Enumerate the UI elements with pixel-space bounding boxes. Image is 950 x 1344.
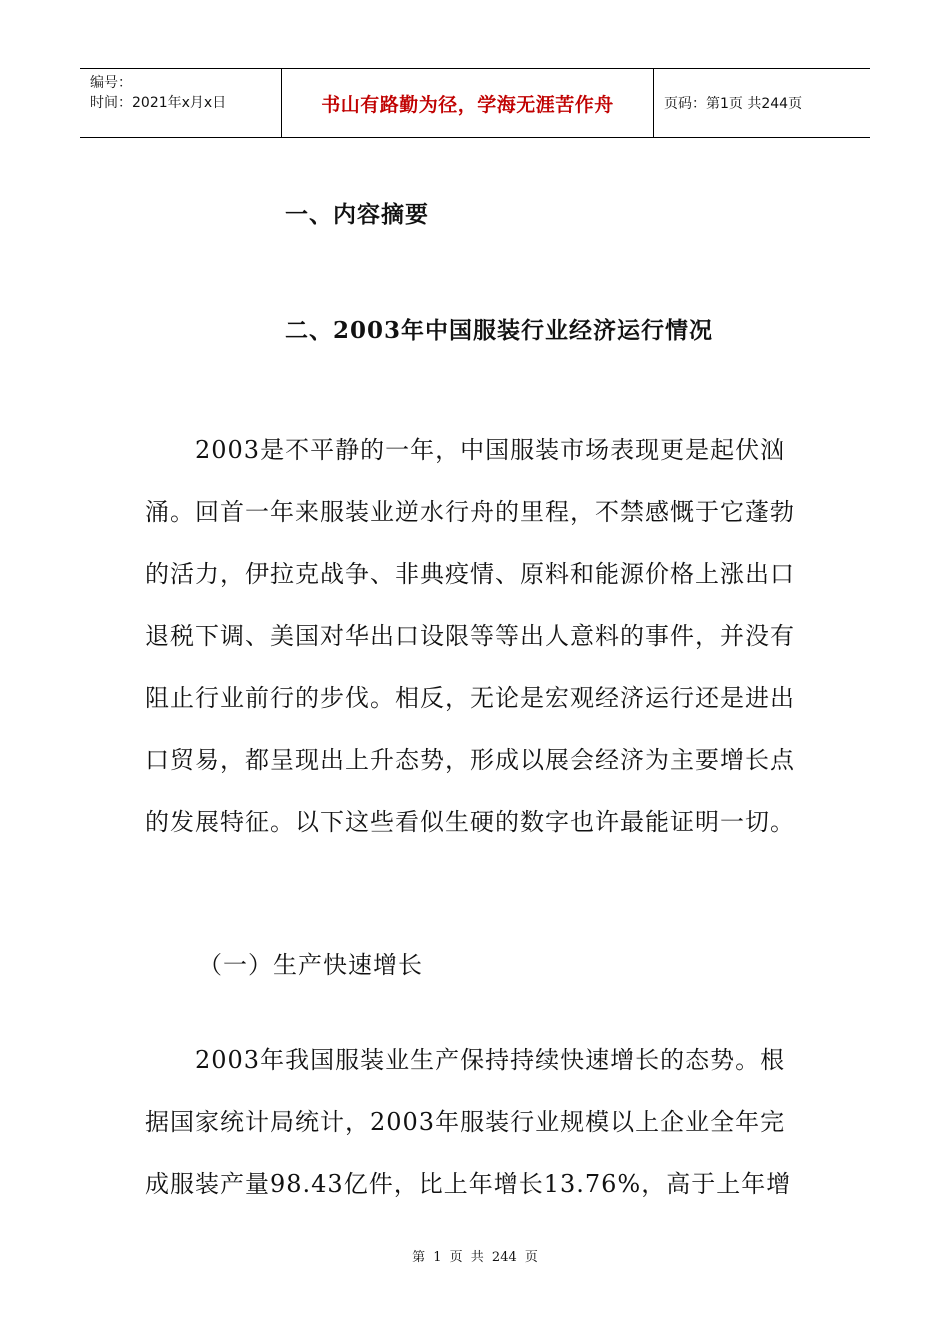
subheading-production: （一）生产快速增长 [198, 951, 423, 979]
body-paragraph: 2003是不平静的一年，中国服装市场表现更是起伏汹涌。回首一年来服装业逆水行舟的里程，不禁感慨于它蓬勃的活力，伊拉克战争、非典疫情、原料和能源价格上涨出口退税下调、美国对华出口设限等等出人意料的事件，并没有阻止行业前行的步伐。相反，无论是宏观经济运行还是进出口贸易，都呈现出上升态势，形成以展会经济为主要增长点的发展特征。以下这些看似生硬的数字也许最能证明一切。 [145, 436, 795, 836]
number-label: 编号： [90, 75, 132, 91]
document-header [80, 68, 870, 138]
page-label: 页码：第1页 共244页 [664, 96, 803, 112]
motto-text: 书山有路勤为径，学海无涯苦作舟 [321, 93, 614, 116]
header-page-cell [654, 69, 870, 137]
section-heading-summary: 一、内容摘要 [285, 201, 429, 228]
header-meta [80, 69, 282, 137]
header-motto-cell [282, 69, 654, 137]
time-label: 时间：2021年x月x日 [90, 95, 227, 111]
section-heading-operation: 二、2003年中国服装行业经济运行情况 [285, 317, 714, 344]
page-footer: 第 1 页 共 244 页 [412, 1250, 538, 1265]
body-paragraph-production: 2003年我国服装业生产保持持续快速增长的态势。根据国家统计局统计，2003年服装行业规模以上企业全年完成服装产量98.43亿件，比上年增长13.76%，高于上年增 [145, 1046, 792, 1198]
